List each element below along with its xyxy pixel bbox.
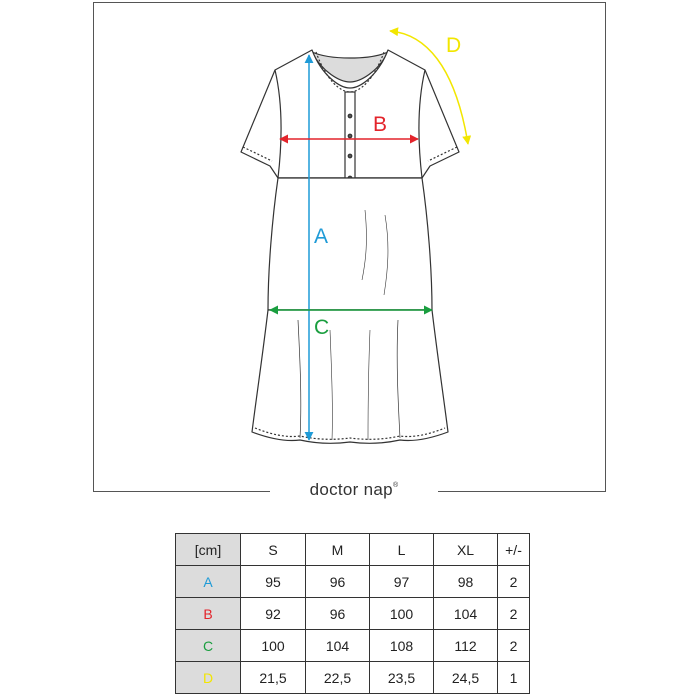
table-cell: 2 [498, 598, 530, 630]
table-cell: 104 [434, 598, 498, 630]
size-table [175, 533, 530, 694]
table-cell: 95 [241, 566, 306, 598]
table-header-row [176, 534, 530, 566]
header-size-s: S [241, 534, 306, 566]
row-label-d: D [176, 662, 241, 694]
registered-mark: ® [392, 482, 399, 489]
brand-logo [270, 480, 438, 504]
row-label-c: C [176, 630, 241, 662]
row-label-a: A [176, 566, 241, 598]
header-size-l: L [370, 534, 434, 566]
table-cell: 92 [241, 598, 306, 630]
table-cell: 112 [434, 630, 498, 662]
header-tolerance: +/- [498, 534, 530, 566]
table-cell: 2 [498, 566, 530, 598]
table-row [176, 566, 530, 598]
header-unit: [cm] [176, 534, 241, 566]
table-cell: 98 [434, 566, 498, 598]
table-cell: 96 [306, 598, 370, 630]
skirt-body [268, 178, 432, 310]
label-a: A [314, 225, 329, 248]
table-cell: 21,5 [241, 662, 306, 694]
brand-name: doctor nap [309, 480, 393, 499]
label-b: B [373, 113, 388, 136]
table-cell: 96 [306, 566, 370, 598]
table-row [176, 662, 530, 694]
nightdress-outline [241, 50, 459, 443]
table-cell: 104 [306, 630, 370, 662]
table-row [176, 630, 530, 662]
table-cell: 23,5 [370, 662, 434, 694]
table-cell: 22,5 [306, 662, 370, 694]
header-size-m: M [306, 534, 370, 566]
row-label-b: B [176, 598, 241, 630]
table-cell: 100 [370, 598, 434, 630]
table-cell: 24,5 [434, 662, 498, 694]
flounce [252, 310, 448, 443]
label-d: D [446, 34, 462, 57]
table-cell: 97 [370, 566, 434, 598]
header-size-xl: XL [434, 534, 498, 566]
table-cell: 100 [241, 630, 306, 662]
table-row [176, 598, 530, 630]
table-cell: 1 [498, 662, 530, 694]
table-cell: 108 [370, 630, 434, 662]
label-c: C [314, 316, 330, 339]
table-cell: 2 [498, 630, 530, 662]
